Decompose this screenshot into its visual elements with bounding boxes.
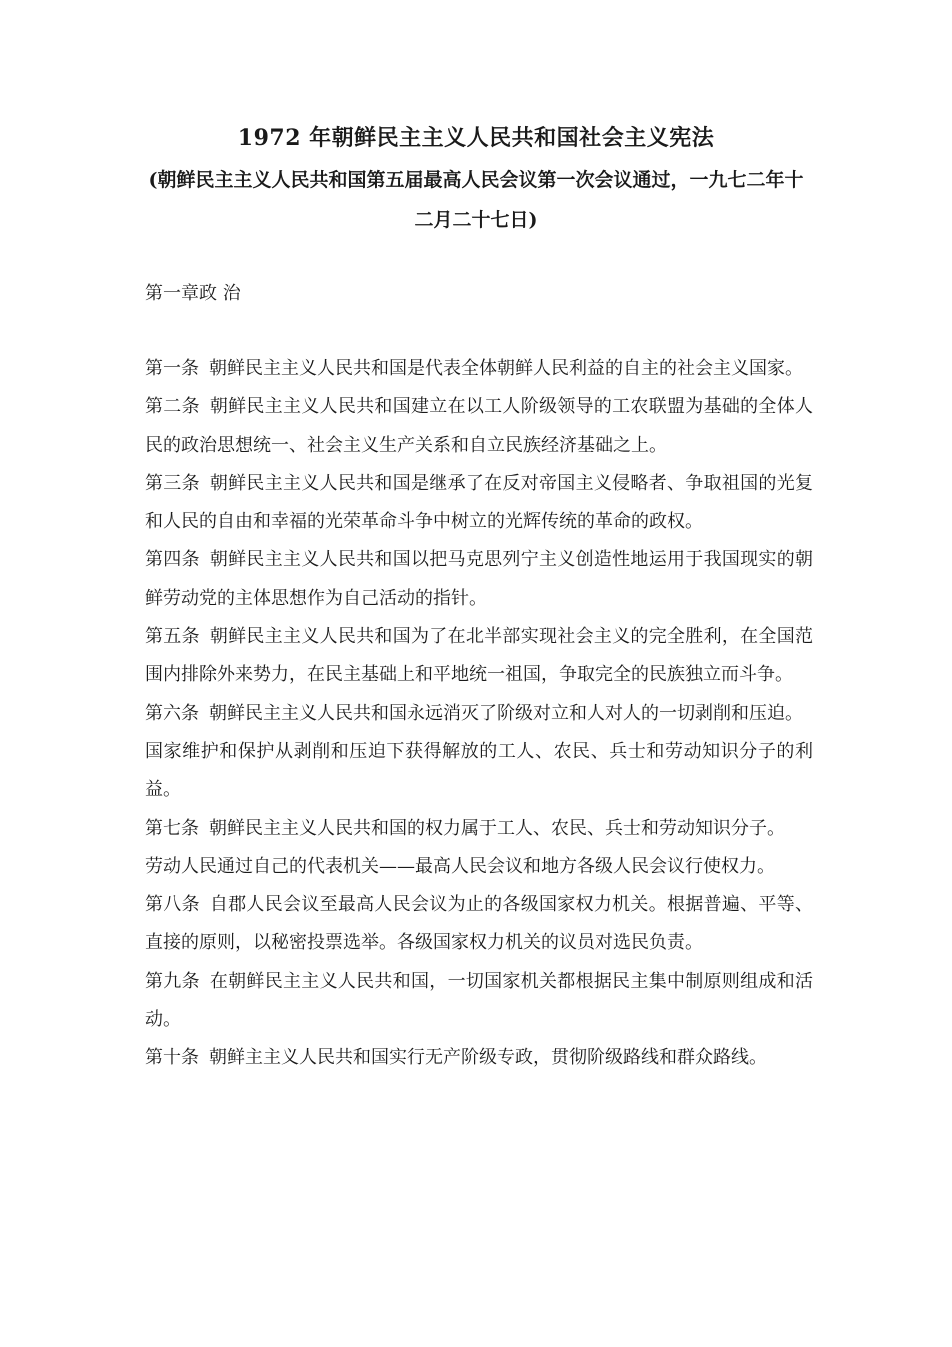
article-label: 第一条 <box>145 358 199 379</box>
document-title: 1972 年朝鲜民主主义人民共和国社会主义宪法 <box>237 125 715 151</box>
article-paragraph <box>145 465 813 542</box>
article-label: 第五条 <box>145 626 200 648</box>
article-continuation <box>145 848 813 886</box>
article-label: 第二条 <box>145 396 200 418</box>
article-label: 第七条 <box>145 817 199 839</box>
article-text: 朝鲜民主主义人民共和国永远消灭了阶级对立和人对人的一切剥削和压迫。 <box>209 702 803 724</box>
article-text: 朝鲜民主主义人民共和国以把马克思列宁主义创造性地运用于我国现实的朝鲜劳动党的主体思想作为自己活动的指针。 <box>145 549 813 609</box>
article-paragraph <box>145 886 813 963</box>
article-label: 第四条 <box>145 549 200 571</box>
article-paragraph <box>145 388 813 465</box>
article-paragraph <box>145 963 813 1040</box>
article-label: 第十条 <box>145 1047 199 1069</box>
article-label: 第八条 <box>145 894 200 916</box>
article-text: 朝鲜民主主义人民共和国建立在以工人阶级领导的工农联盟为基础的全体人民的政治思想统一、社会主义生产关系和自立民族经济基础之上。 <box>145 396 813 456</box>
article-text: 自郡人民会议至最高人民会议为止的各级国家权力机关。根据普遍、平等、直接的原则，以秘密投票选举。各级国家权力机关的议员对选民负责。 <box>145 894 813 954</box>
article-text: 朝鲜民主主义人民共和国的权力属于工人、农民、兵士和劳动知识分子。 <box>209 817 785 839</box>
article-label: 第九条 <box>145 970 200 992</box>
articles-body <box>145 350 813 1078</box>
article-text: 朝鲜民主主义人民共和国是继承了在反对帝国主义侵略者、争取祖国的光复和人民的自由和幸福的光荣革命斗争中树立的光辉传统的革命的政权。 <box>145 472 813 533</box>
chapter-heading: 第一章政 治 <box>145 283 241 304</box>
article-text: 朝鲜主主义人民共和国实行无产阶级专政，贯彻阶级路线和群众路线。 <box>209 1047 767 1069</box>
article-text: 在朝鲜民主主义人民共和国，一切国家机关都根据民主集中制原则组成和活动。 <box>145 970 813 1031</box>
article-label: 第六条 <box>145 702 199 724</box>
article-label: 第三条 <box>145 472 200 494</box>
document-subtitle: (朝鲜民主主义人民共和国第五届最高人民会议第一次会议通过，一九七二年十二月二十七日) <box>148 169 804 231</box>
article-text: 朝鲜民主主义人民共和国是代表全体朝鲜人民利益的自主的社会主义国家。 <box>209 358 803 379</box>
article-paragraph <box>145 541 813 618</box>
article-text: 劳动人民通过自己的代表机关——最高人民会议和地方各级人民会议行使权力。 <box>145 855 775 877</box>
article-paragraph <box>145 350 813 388</box>
article-paragraph <box>145 1039 813 1077</box>
article-paragraph <box>145 810 813 848</box>
article-paragraph <box>145 618 813 695</box>
article-paragraph <box>145 695 813 733</box>
article-continuation <box>145 733 813 810</box>
article-text: 朝鲜民主主义人民共和国为了在北半部实现社会主义的完全胜利，在全国范围内排除外来势力，在民主基础上和平地统一祖国，争取完全的民族独立而斗争。 <box>145 626 813 686</box>
article-text: 国家维护和保护从剥削和压迫下获得解放的工人、农民、兵士和劳动知识分子的利益。 <box>145 740 813 801</box>
